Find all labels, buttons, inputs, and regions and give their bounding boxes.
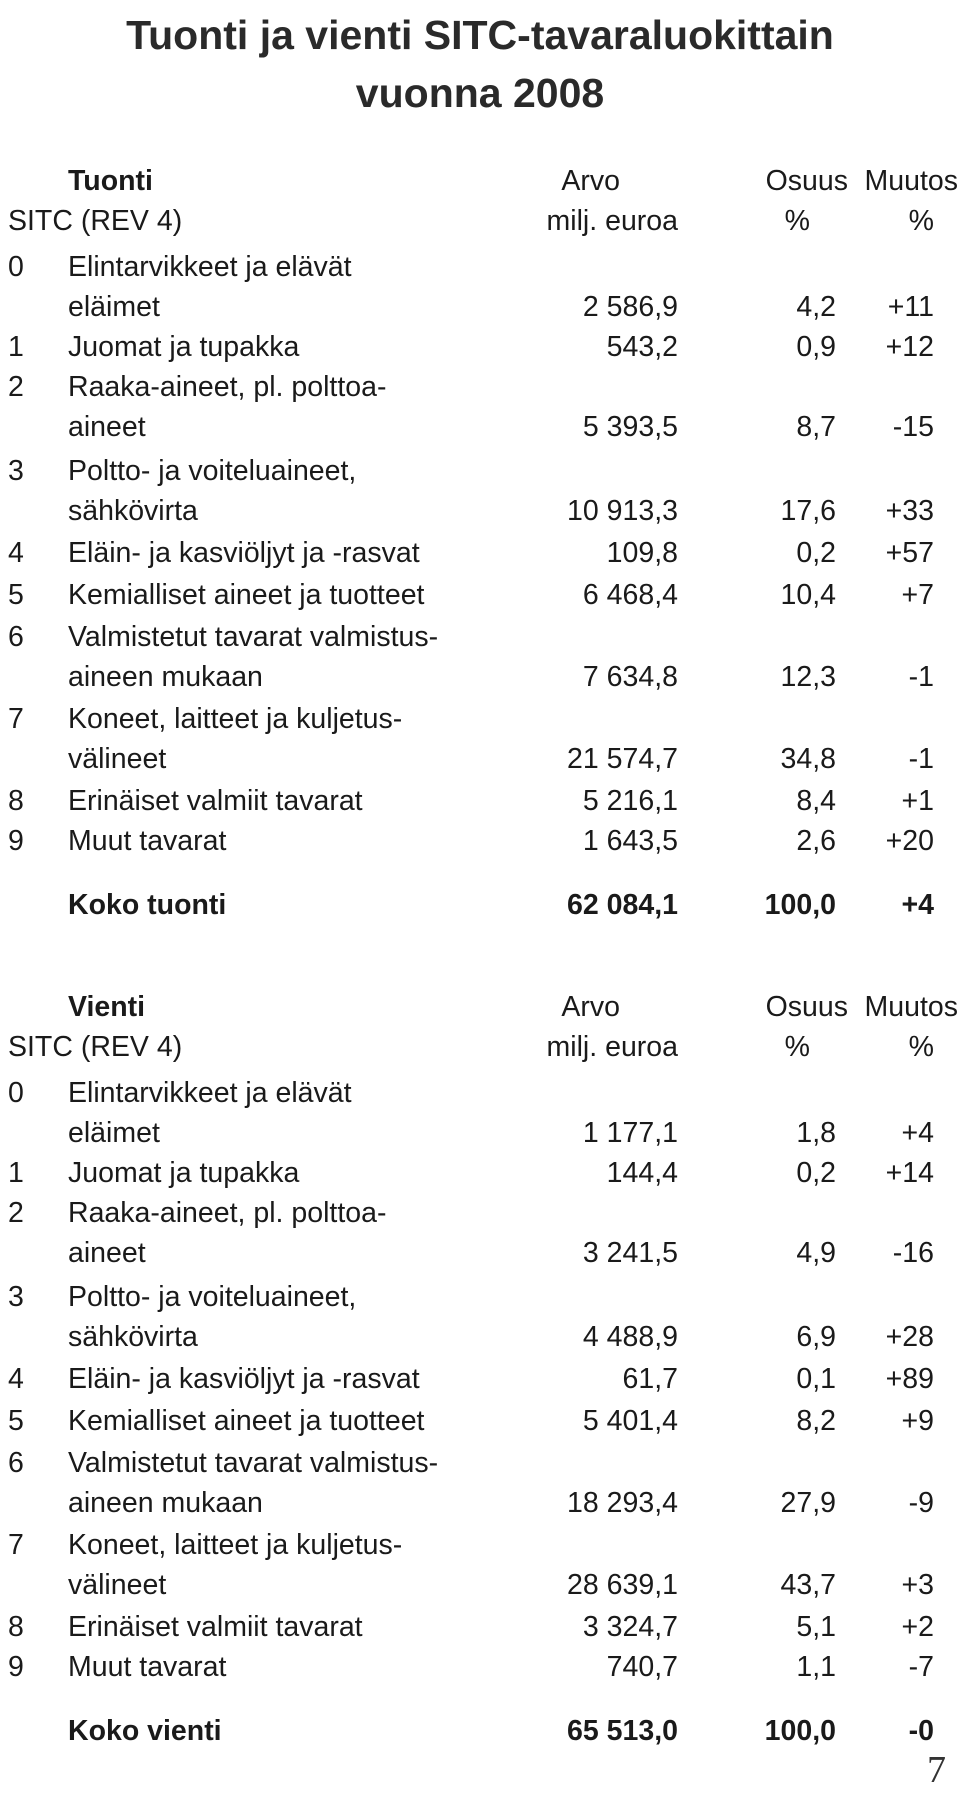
- export-row-label: Poltto- ja voiteluaineet,: [68, 1281, 357, 1313]
- export-row-9: [8, 1646, 958, 1688]
- import-row-7-b: [8, 738, 958, 780]
- import-row-2-a: [8, 366, 958, 408]
- export-row-value: 740,7: [606, 1651, 678, 1683]
- export-row-code: 7: [8, 1529, 24, 1561]
- export-row-share: 5,1: [796, 1611, 836, 1643]
- export-row-share: 1,8: [796, 1117, 836, 1149]
- import-row-value: 109,8: [606, 537, 678, 569]
- document-title: [0, 6, 960, 122]
- import-total-label: Koko tuonti: [68, 889, 227, 921]
- import-row-value: 2 586,9: [582, 291, 678, 323]
- export-row-share: 1,1: [796, 1651, 836, 1683]
- export-row-6-b: [8, 1482, 958, 1524]
- export-row-share: 6,9: [796, 1321, 836, 1353]
- export-sitc-label: SITC (REV 4): [8, 1031, 183, 1063]
- import-row-code: 7: [8, 703, 24, 735]
- import-share-unit: %: [784, 205, 810, 237]
- import-row-3-a: [8, 450, 958, 492]
- import-row-code: 9: [8, 825, 24, 857]
- import-row-label: Eläin- ja kasviöljyt ja -rasvat: [68, 537, 420, 569]
- export-row-label-cont: sähkövirta: [68, 1321, 198, 1353]
- export-row-change: -16: [892, 1237, 934, 1269]
- export-change-unit: %: [908, 1031, 934, 1063]
- export-row-value: 4 488,9: [582, 1321, 678, 1353]
- export-row-share: 8,2: [796, 1405, 836, 1437]
- import-row-label: Kemialliset aineet ja tuotteet: [68, 579, 425, 611]
- import-row-value: 1 643,5: [582, 825, 678, 857]
- import-row-change: -1: [908, 743, 934, 775]
- export-row-change: +14: [885, 1157, 934, 1189]
- export-row-change: +2: [901, 1611, 934, 1643]
- export-row-3-b: [8, 1316, 958, 1358]
- import-row-8: [8, 780, 958, 822]
- export-row-1: [8, 1152, 958, 1194]
- export-total-value: 65 513,0: [567, 1715, 678, 1747]
- import-row-value: 5 216,1: [582, 785, 678, 817]
- import-row-value: 6 468,4: [582, 579, 678, 611]
- import-row-change: -15: [892, 411, 934, 443]
- export-row-code: 9: [8, 1651, 24, 1683]
- import-row-6-a: [8, 616, 958, 658]
- import-row-0-a: [8, 246, 958, 288]
- import-row-label: Elintarvikkeet ja elävät: [68, 251, 352, 283]
- export-row-5: [8, 1400, 958, 1442]
- export-share-unit: %: [784, 1031, 810, 1063]
- import-change-unit: %: [908, 205, 934, 237]
- import-row-code: 4: [8, 537, 24, 569]
- import-row-share: 0,9: [796, 331, 836, 363]
- export-table-heading: Vienti: [68, 991, 146, 1023]
- page-number: 7: [927, 1749, 946, 1791]
- export-row-2-b: [8, 1232, 958, 1274]
- export-row-value: 3 241,5: [582, 1237, 678, 1269]
- export-row-code: 6: [8, 1447, 24, 1479]
- export-row-share: 4,9: [796, 1237, 836, 1269]
- import-row-code: 0: [8, 251, 24, 283]
- import-row-label: Juomat ja tupakka: [68, 331, 300, 363]
- export-row-label: Raaka-aineet, pl. polttoa-: [68, 1197, 387, 1229]
- export-row-label-cont: aineet: [68, 1237, 146, 1269]
- import-row-1: [8, 326, 958, 368]
- export-row-value: 1 177,1: [582, 1117, 678, 1149]
- export-row-code: 1: [8, 1157, 24, 1189]
- import-row-value: 10 913,3: [567, 495, 678, 527]
- export-row-change: -7: [908, 1651, 934, 1683]
- import-row-label: Valmistetut tavarat valmistus-: [68, 621, 439, 653]
- import-row-change: -1: [908, 661, 934, 693]
- import-row-share: 34,8: [780, 743, 836, 775]
- import-row-label-cont: sähkövirta: [68, 495, 198, 527]
- import-row-share: 10,4: [780, 579, 836, 611]
- import-col-value-header: Arvo: [561, 165, 620, 197]
- import-row-change: +33: [885, 495, 934, 527]
- import-total-row: [8, 884, 958, 926]
- import-row-5: [8, 574, 958, 616]
- title-line-1: Tuonti ja vienti SITC-tavaraluokittain: [126, 12, 834, 58]
- export-total-share: 100,0: [764, 1715, 836, 1747]
- import-row-change: +57: [885, 537, 934, 569]
- export-row-code: 0: [8, 1077, 24, 1109]
- export-row-8: [8, 1606, 958, 1648]
- import-table-heading: Tuonti: [68, 165, 153, 197]
- import-col-change-header: Muutos: [864, 165, 958, 197]
- import-col-share-header: Osuus: [765, 165, 848, 197]
- import-row-code: 2: [8, 371, 24, 403]
- import-row-label-cont: aineet: [68, 411, 146, 443]
- export-row-share: 43,7: [780, 1569, 836, 1601]
- import-row-code: 8: [8, 785, 24, 817]
- import-row-label: Raaka-aineet, pl. polttoa-: [68, 371, 387, 403]
- import-row-code: 1: [8, 331, 24, 363]
- import-row-value: 21 574,7: [567, 743, 678, 775]
- export-header-row-2: [8, 1026, 958, 1068]
- import-row-code: 6: [8, 621, 24, 653]
- export-row-7-a: [8, 1524, 958, 1566]
- export-total-label: Koko vienti: [68, 1715, 222, 1747]
- export-row-change: +9: [901, 1405, 934, 1437]
- export-row-4: [8, 1358, 958, 1400]
- import-row-change: +1: [901, 785, 934, 817]
- import-row-label-cont: aineen mukaan: [68, 661, 263, 693]
- export-row-label: Koneet, laitteet ja kuljetus-: [68, 1529, 403, 1561]
- import-total-share: 100,0: [764, 889, 836, 921]
- export-value-unit: milj. euroa: [546, 1031, 678, 1063]
- import-row-change: +20: [885, 825, 934, 857]
- export-row-0-a: [8, 1072, 958, 1114]
- export-row-label: Juomat ja tupakka: [68, 1157, 300, 1189]
- title-line-2: vuonna 2008: [355, 70, 605, 116]
- export-row-label: Eläin- ja kasviöljyt ja -rasvat: [68, 1363, 420, 1395]
- export-row-code: 5: [8, 1405, 24, 1437]
- export-col-change-header: Muutos: [864, 991, 958, 1023]
- import-total-value: 62 084,1: [567, 889, 678, 921]
- export-row-6-a: [8, 1442, 958, 1484]
- export-col-value-header: Arvo: [561, 991, 620, 1023]
- import-row-share: 17,6: [780, 495, 836, 527]
- export-row-label-cont: välineet: [68, 1569, 167, 1601]
- import-row-label-cont: eläimet: [68, 291, 160, 323]
- import-row-2-b: [8, 406, 958, 448]
- import-row-share: 12,3: [780, 661, 836, 693]
- export-header-row-1: [8, 986, 958, 1028]
- export-row-change: +89: [885, 1363, 934, 1395]
- export-row-value: 61,7: [622, 1363, 678, 1395]
- import-row-share: 8,7: [796, 411, 836, 443]
- import-row-6-b: [8, 656, 958, 698]
- export-row-label-cont: aineen mukaan: [68, 1487, 263, 1519]
- import-row-share: 4,2: [796, 291, 836, 323]
- export-row-change: +28: [885, 1321, 934, 1353]
- import-row-label-cont: välineet: [68, 743, 167, 775]
- export-total-row: [8, 1710, 958, 1752]
- export-row-value: 5 401,4: [582, 1405, 678, 1437]
- import-row-label: Poltto- ja voiteluaineet,: [68, 455, 357, 487]
- import-row-code: 3: [8, 455, 24, 487]
- import-row-value: 5 393,5: [582, 411, 678, 443]
- export-row-value: 28 639,1: [567, 1569, 678, 1601]
- export-row-label: Valmistetut tavarat valmistus-: [68, 1447, 439, 1479]
- import-row-label: Erinäiset valmiit tavarat: [68, 785, 363, 817]
- import-row-0-b: [8, 286, 958, 328]
- import-row-share: 8,4: [796, 785, 836, 817]
- import-row-change: +7: [901, 579, 934, 611]
- export-row-code: 8: [8, 1611, 24, 1643]
- import-row-share: 0,2: [796, 537, 836, 569]
- export-col-share-header: Osuus: [765, 991, 848, 1023]
- export-row-share: 0,1: [796, 1363, 836, 1395]
- import-value-unit: milj. euroa: [546, 205, 678, 237]
- import-header-row-1: [8, 160, 958, 202]
- import-row-label: Muut tavarat: [68, 825, 227, 857]
- export-row-share: 0,2: [796, 1157, 836, 1189]
- export-row-code: 4: [8, 1363, 24, 1395]
- export-row-3-a: [8, 1276, 958, 1318]
- import-row-value: 543,2: [606, 331, 678, 363]
- export-row-value: 3 324,7: [582, 1611, 678, 1643]
- export-row-change: -9: [908, 1487, 934, 1519]
- export-row-label-cont: eläimet: [68, 1117, 160, 1149]
- import-row-label: Koneet, laitteet ja kuljetus-: [68, 703, 403, 735]
- export-row-7-b: [8, 1564, 958, 1606]
- export-row-label: Kemialliset aineet ja tuotteet: [68, 1405, 425, 1437]
- export-row-0-b: [8, 1112, 958, 1154]
- import-row-change: +11: [887, 291, 934, 323]
- import-row-7-a: [8, 698, 958, 740]
- import-row-share: 2,6: [796, 825, 836, 857]
- import-row-9: [8, 820, 958, 862]
- export-total-change: -0: [908, 1715, 934, 1747]
- export-row-change: +4: [901, 1117, 934, 1149]
- import-header-row-2: [8, 200, 958, 242]
- export-row-code: 2: [8, 1197, 24, 1229]
- export-row-label: Muut tavarat: [68, 1651, 227, 1683]
- export-row-2-a: [8, 1192, 958, 1234]
- import-row-4: [8, 532, 958, 574]
- import-row-change: +12: [885, 331, 934, 363]
- import-row-value: 7 634,8: [582, 661, 678, 693]
- export-row-label: Elintarvikkeet ja elävät: [68, 1077, 352, 1109]
- export-row-change: +3: [901, 1569, 934, 1601]
- export-row-label: Erinäiset valmiit tavarat: [68, 1611, 363, 1643]
- export-row-value: 18 293,4: [567, 1487, 678, 1519]
- import-row-code: 5: [8, 579, 24, 611]
- export-row-code: 3: [8, 1281, 24, 1313]
- import-row-3-b: [8, 490, 958, 532]
- import-sitc-label: SITC (REV 4): [8, 205, 183, 237]
- export-row-value: 144,4: [606, 1157, 678, 1189]
- import-total-change: +4: [901, 889, 934, 921]
- export-row-share: 27,9: [780, 1487, 836, 1519]
